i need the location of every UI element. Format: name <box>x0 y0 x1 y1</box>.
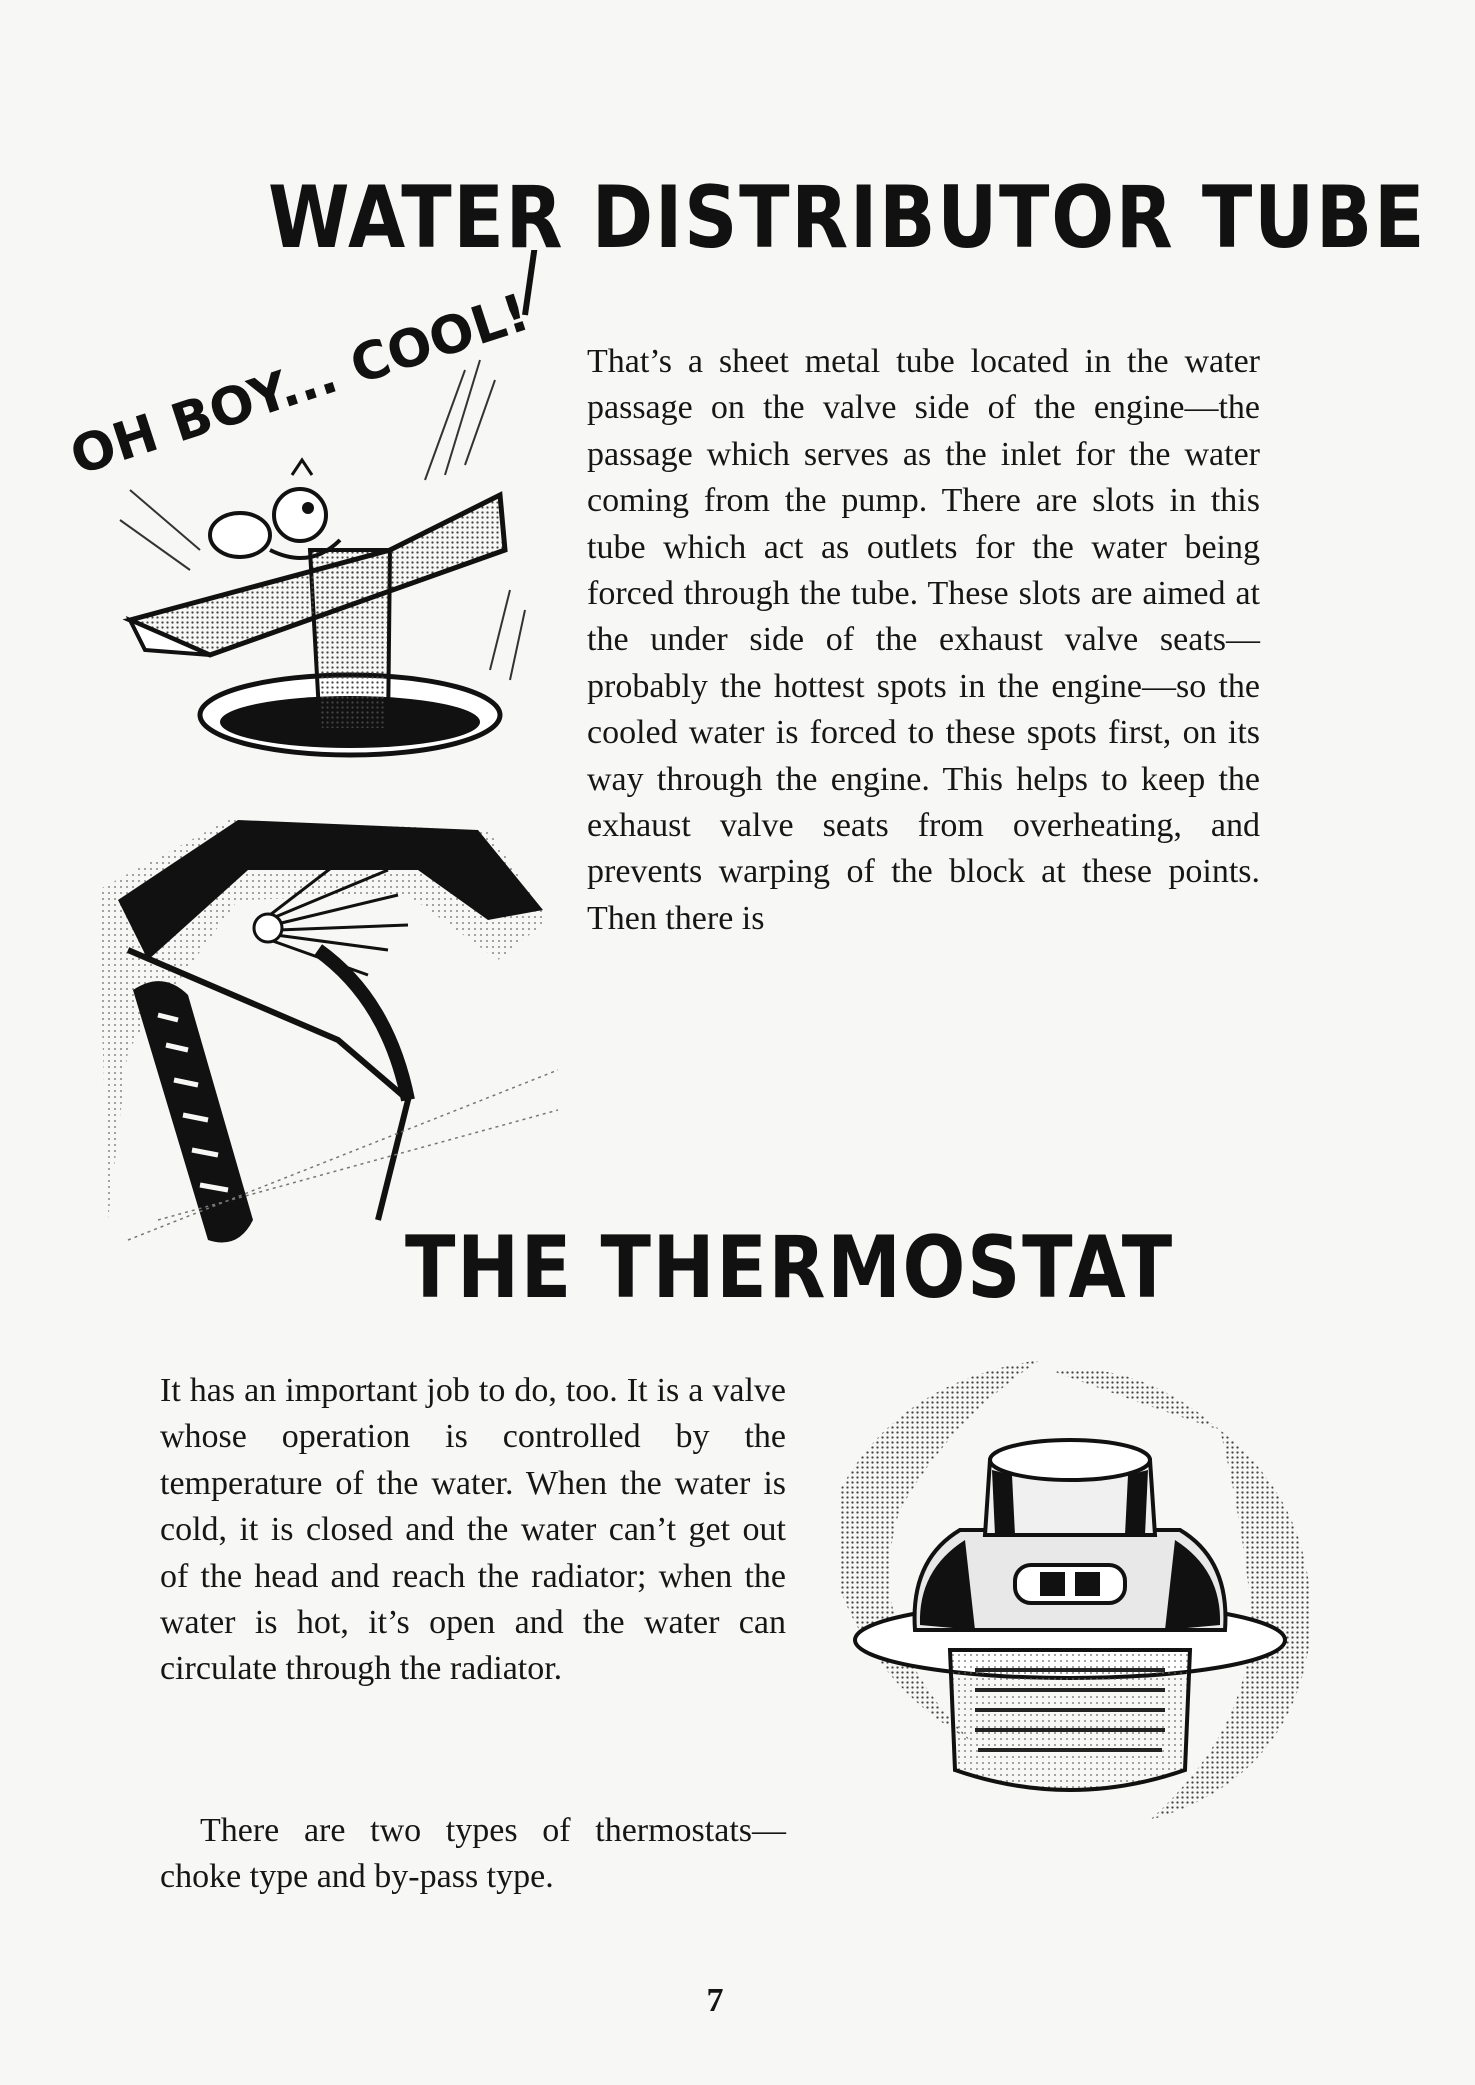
thermostat-description: It has an important job to do, too. It is a valve whose operation is controlled by the temperature of the water. When the water is cold, it is closed and the water can’t get out of the head and reach the radiator; when the water is hot, it’s open and the water can circulate through the radiator. <box>160 1372 786 1688</box>
thermostat-types-description: There are two types of thermostats—choke type and by-pass type. <box>160 1812 786 1896</box>
water-jet-tube-icon <box>88 800 568 1260</box>
section-title-thermostat: THE THERMOSTAT <box>405 1218 1174 1318</box>
speech-bubble-text: OH BOY... COOL! <box>70 282 537 488</box>
water-distributor-tube-description: That’s a sheet metal tube located in the water passage on the valve side of the engine—the passage which serves as the inlet for the water coming from the pump. There are slots in this tube which act as outlets for the water being forced through the tube. These slots are aimed at the under side of the exhaust valve seats—probably the hottest spots in the engine—so the cooled water is forced to these spots first, on its way through the engine. This helps to keep the exhaust valve seats from overheating, and prevents warping of the block at these points. Then there is <box>587 343 1260 937</box>
cartoon-valve-character-icon <box>70 250 560 770</box>
section-title-water-distributor-tube: WATER DISTRIBUTOR TUBE <box>268 168 1427 268</box>
thermostat-icon <box>800 1340 1340 1840</box>
page-number: 7 <box>706 1982 724 2019</box>
